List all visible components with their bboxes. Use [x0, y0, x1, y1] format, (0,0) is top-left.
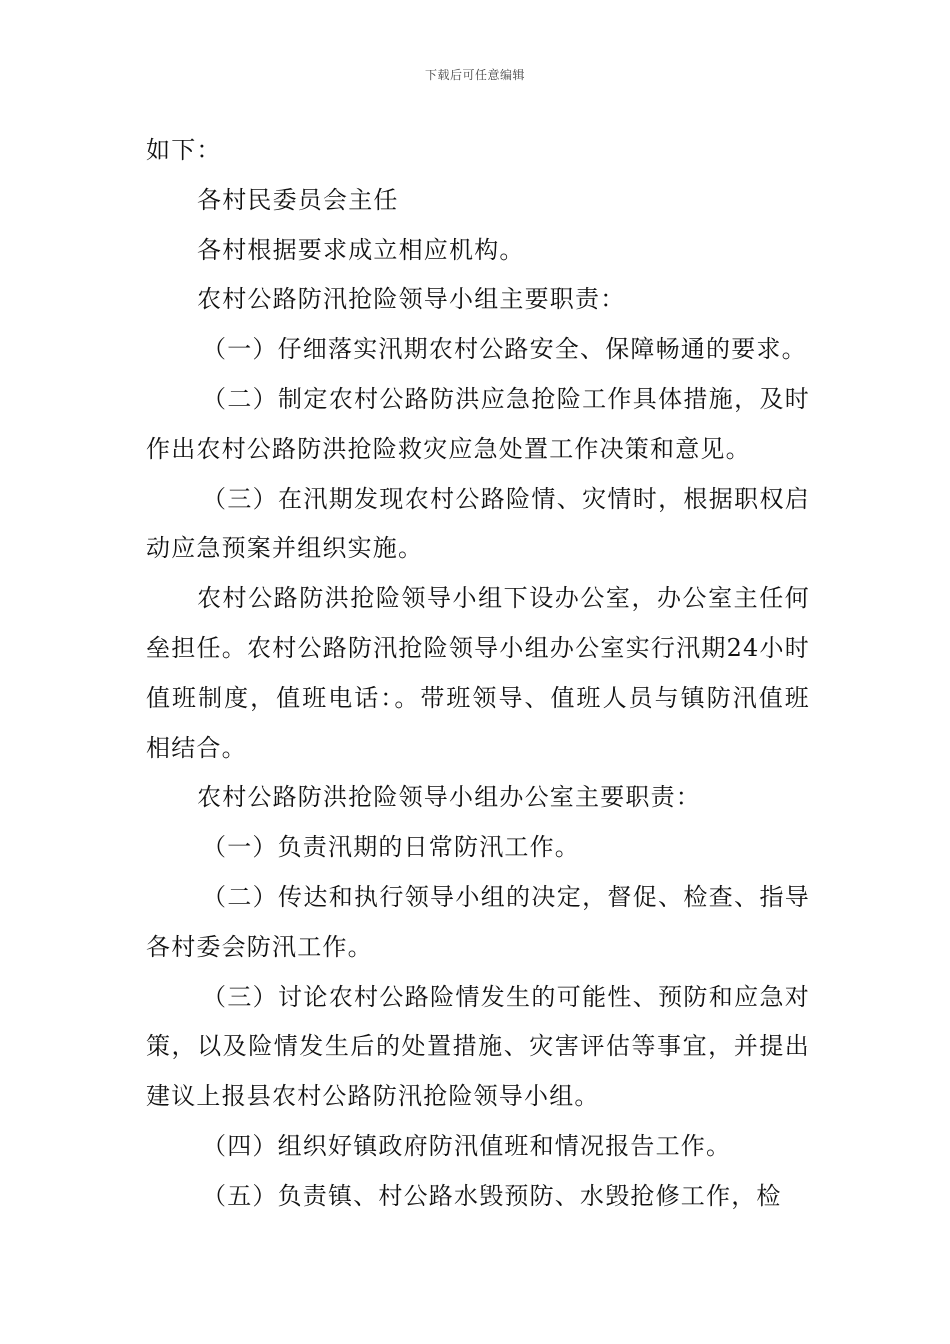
paragraph-office-setup: 农村公路防洪抢险领导小组下设办公室，办公室主任何垒担任。农村公路防汛抢险领导小组办公室实行汛期24小时值班制度，值班电话：。带班领导、值班人员与镇防汛值班相结合。 — [146, 584, 810, 762]
document-body — [146, 126, 810, 1222]
paragraph-office-duty-4: （四）组织好镇政府防汛值班和情况报告工作。 — [202, 1131, 732, 1160]
paragraph-office-duties-heading: 农村公路防洪抢险领导小组办公室主要职责： — [197, 783, 701, 812]
paragraph-office-duty-3: （三）讨论农村公路险情发生的可能性、预防和应急对策，以及险情发生后的处置措施、灾害评估等事宜，并提出建议上报县农村公路防汛抢险领导小组。 — [146, 982, 810, 1111]
paragraph-duty-2: （二）制定农村公路防洪应急抢险工作具体措施，及时作出农村公路防洪抢险救灾应急处置工作决策和意见。 — [146, 384, 810, 463]
paragraph-leading-group-duties-heading: 农村公路防汛抢险领导小组主要职责： — [197, 285, 626, 314]
paragraph-office-duty-2: （二）传达和执行领导小组的决定，督促、检查、指导各村委会防汛工作。 — [146, 882, 810, 961]
paragraph-office-duty-1: （一）负责汛期的日常防汛工作。 — [202, 833, 580, 862]
paragraph-office-duty-5: （五）负责镇、村公路水毁预防、水毁抢修工作，检 — [202, 1181, 782, 1210]
page-header: 下载后可任意编辑 — [424, 68, 525, 82]
paragraph-village-directors: 各村民委员会主任 — [197, 185, 399, 214]
paragraph-village-organizations: 各村根据要求成立相应机构。 — [197, 235, 525, 264]
paragraph-intro: 如下： — [146, 136, 222, 164]
paragraph-duty-1: （一）仔细落实汛期农村公路安全、保障畅通的要求。 — [202, 335, 807, 364]
paragraph-duty-3: （三）在汛期发现农村公路险情、灾情时，根据职权启动应急预案并组织实施。 — [146, 484, 810, 563]
